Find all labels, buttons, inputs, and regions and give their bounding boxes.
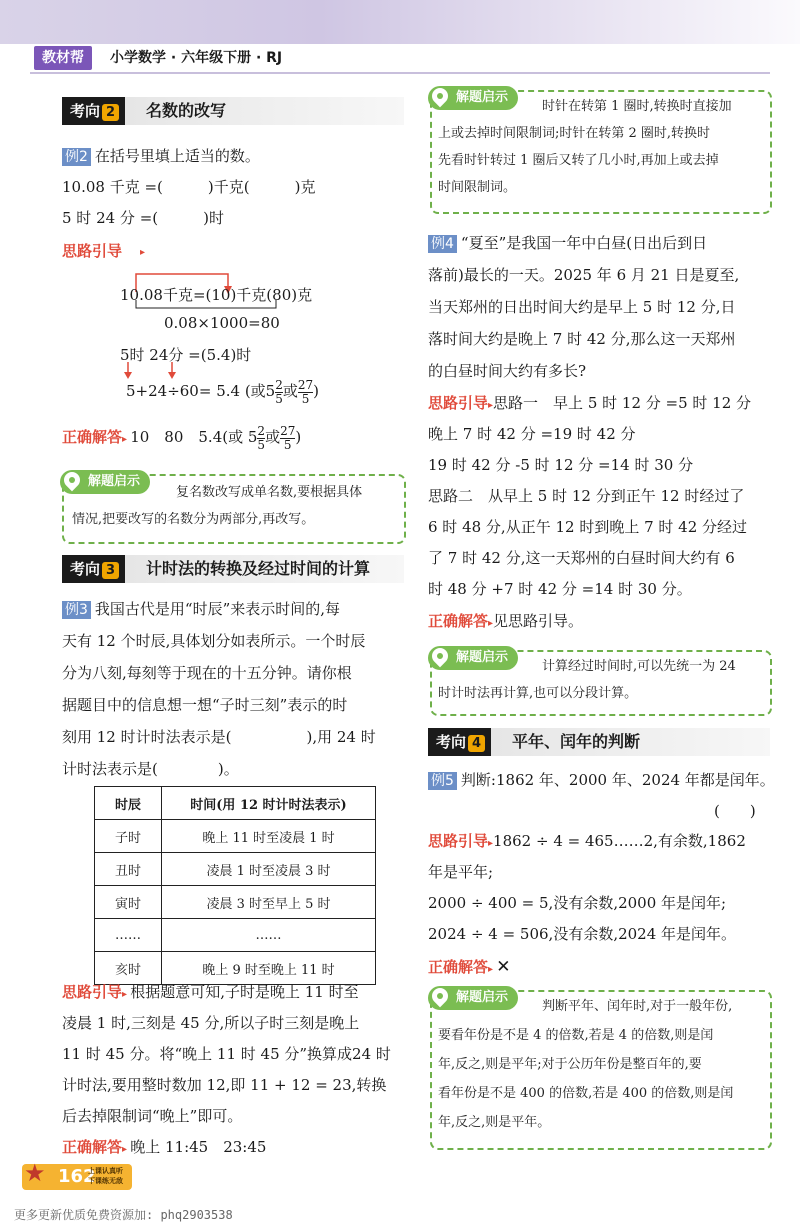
example-5-line1: 例5 判断:1862 年、2000 年、2024 年都是闰年。 [428,765,775,796]
example-4-line2: 落前)最长的一天。2025 年 6 月 21 日是夏至, [428,266,740,284]
answer-4: 正确解答▸见思路引导。 [428,612,584,630]
table-header: 时辰 [95,787,162,820]
table-row: 寅时 凌晨 3 时至早上 5 时 [95,886,376,919]
example-2-line2: 5 时 24 分 =( )时 [62,209,224,227]
footer-note: 更多更新优质免费资源加: phq2903538 [14,1208,233,1222]
location-pin-icon [61,469,84,492]
example-label: 例4 [428,235,457,253]
section-title: 名数的改写 [146,101,227,120]
tip-label: 解题启示 [60,470,150,494]
location-pin-icon [429,645,452,668]
tip-text: 复名数改写成单名数,要根据具体 [176,485,363,500]
section-tag: 考向 2 [62,97,125,125]
section-title: 平年、闰年的判断 [512,732,641,751]
hint-4-line1: 思路引导▸思路一 早上 5 时 12 分 =5 时 12 分 [428,394,752,412]
example-4-line4: 落时间大约是晚上 7 时 42 分,那么这一天郑州 [428,330,736,348]
example-4-line3: 当天郑州的日出时间大约是早上 5 时 12 分,日 [428,298,736,316]
hint-2-equation4: 5+24÷60= 5.4 (或5 $\frac{2}{5}$ 或 $\frac{27}{5}$ ) [126,377,320,406]
table-row: …… …… [95,919,376,952]
hint-3-line1: 思路引导▸ 根据题意可知,子时是晚上 11 时至 [62,983,359,1001]
top-banner [0,0,800,44]
answer-label: 正确解答 [62,428,123,446]
example-3-line6: 计时法表示是( )。 [62,760,239,778]
hint-3-line5: 后去掉限制词“晚上”即可。 [62,1107,243,1125]
hint-4-line6: 了 7 时 42 分,这一天郑州的白昼时间大约有 6 [428,549,735,567]
tip-box-2 [62,474,406,544]
example-2-line1: 10.08 千克 =( )千克( )克 [62,178,316,196]
table-row: 亥时 晚上 9 时至晚上 11 时 [95,952,376,985]
brand-logo: 教材帮 [34,46,92,70]
location-pin-icon [429,985,452,1008]
hint-3-line3: 11 时 45 分。将“晚上 11 时 45 分”换算成24 时 [62,1045,391,1063]
tip-box-4: 解题启示 计算经过时间时,可以先统一为 24 时计时法再计算,也可以分段计算。 [430,650,772,716]
page-number: 162 [58,1166,96,1187]
hint-5-line3: 2000 ÷ 400 = 5,没有余数,2000 年是闰年; [428,894,727,912]
tip-label: 解题启示 [428,86,518,110]
hint-2-equation3: 5时 24分 =(5.4)时 [120,346,252,364]
example-label: 例2 [62,148,91,166]
section-header-2 [62,97,404,125]
hint-4-line5: 6 时 48 分,从正午 12 时到晚上 7 时 42 分经过 [428,518,748,536]
hint-4-line3: 19 时 42 分 -5 时 12 分 =14 时 30 分 [428,456,694,474]
hint-5-line4: 2024 ÷ 4 = 506,没有余数,2024 年是闰年。 [428,925,737,943]
example-4-line1: 例4 “夏至”是我国一年中白昼(日出后到日 [428,228,707,259]
tip-label: 解题启示 [428,646,518,670]
answer-3: 正确解答▸ 晚上 11:45 23:45 [62,1138,267,1156]
table-row: 子时 晚上 11 时至凌晨 1 时 [95,820,376,853]
example-5-answer-blank: ( ) [714,802,756,820]
star-icon: ★ [24,1159,46,1187]
section-title: 计时法的转换及经过时间的计算 [146,559,371,578]
location-pin-icon [429,85,452,108]
table-row: 丑时 凌晨 1 时至凌晨 3 时 [95,853,376,886]
hint-2-equation2: 0.08×1000=80 [164,314,280,332]
example-3-line5: 刻用 12 时计时法表示是( ),用 24 时 [62,728,376,746]
hint-3-line2: 凌晨 1 时,三刻是 45 分,所以子时三刻是晚上 [62,1014,360,1032]
hint-4-line2: 晚上 7 时 42 分 =19 时 42 分 [428,425,636,443]
hint-5-line1: 思路引导▸1862 ÷ 4 = 465……2,有余数,1862 [428,832,746,850]
section-tag: 考向 4 [428,728,491,756]
tip-box-top: 解题启示 时针在转第 1 圈时,转换时直接加 上或去掉时间限制词;时针在转第 2 圈时,转换时 先看时针转过 1 圈后又转了几小时,再加上或去掉 时间限制词。 [430,90,772,214]
hint-5-line2: 年是平年; [428,863,494,881]
hint-4-line4: 思路二 从早上 5 时 12 分到正午 12 时经过了 [428,487,745,505]
cross-icon: ✕ [496,957,511,977]
table-header: 时间(用 12 时计时法表示) [162,787,376,820]
example-label: 例3 [62,601,91,619]
hint-4-line7: 时 48 分 +7 时 42 分 =14 时 30 分。 [428,580,692,598]
example-3-line2: 天有 12 个时辰,具体划分如表所示。一个时辰 [62,632,366,650]
example-4-line5: 的白昼时间大约有多长? [428,362,587,380]
tip-text: 情况,把要改写的名数分为两部分,再改写。 [72,512,315,527]
shichen-table [94,786,376,985]
section-tag: 考向 3 [62,555,125,583]
example-2-question: 例2 在括号里填上适当的数。 [62,141,260,172]
example-3-line3: 分为八刻,每刻等于现在的十五分钟。请你根 [62,664,352,682]
hint-arrow-icon: ▸ [140,247,146,258]
hint-3-line4: 计时法,要用整时数加 12,即 11 + 12 = 23,转换 [62,1076,387,1094]
answer-5: 正确解答▸ ✕ [428,957,511,977]
hint-2-equation1: 10.08千克=(10)千克(80)克 [120,286,313,304]
section-number: 3 [102,562,119,579]
section-header-4 [428,728,770,756]
example-3-line1: 例3 我国古代是用“时辰”来表示时间的,每 [62,594,340,625]
tip-label: 解题启示 [428,986,518,1010]
example-label: 例5 [428,772,457,790]
book-subtitle: 小学数学 · 六年级下册 · RJ [110,50,283,66]
answer-2: 正确解答▸ 10 80 5.4(或 5 $\frac{2}{5}$ 或 $\frac{27}{5}$ ) [62,423,302,452]
header-divider [30,72,770,74]
section-header-3 [62,555,404,583]
hint-label: 思路引导 [62,242,123,260]
tip-box-5: 解题启示 判断平年、闰年时,对于一般年份, 要看年份是不是 4 的倍数,若是 4 的倍数,则是闰 年,反之,则是平年;对于公历年份是整百年的,要 看年份是不是 400 的倍数,若是 400 的倍数,则是闰 年,反之,则是平年。 [430,990,772,1150]
section-number: 4 [468,735,485,752]
badge-slogan: 上课认真听 下课练无敌 [88,1167,123,1185]
example-3-line4: 据题目中的信息想一想“子时三刻”表示的时 [62,696,348,714]
section-number: 2 [102,104,119,121]
